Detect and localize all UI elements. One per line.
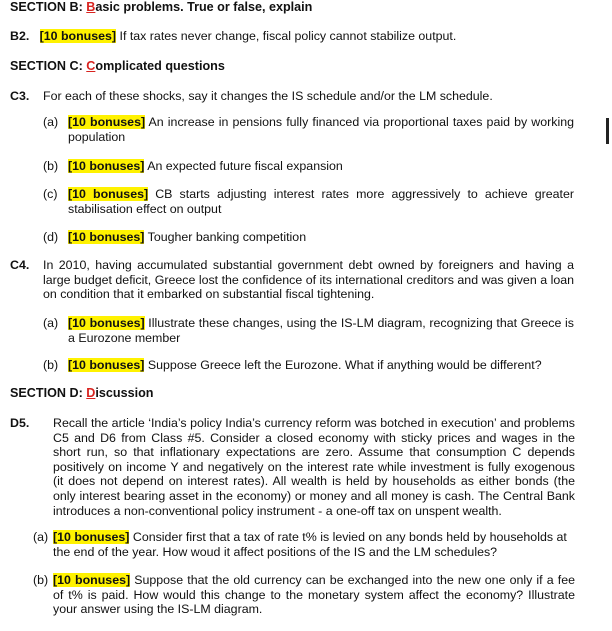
c3-item-d: [10 bonuses] Tougher banking competition [68,230,307,244]
bonus-tag: [10 bonuses] [68,316,145,330]
question-c3-text: For each of these shocks, say it changes the IS schedule and/or the LM schedule. [43,89,493,103]
bonus-tag: [10 bonuses] [68,159,145,173]
bonus-tag: [10 bonuses] [53,530,130,544]
question-d5-text: Recall the article ‘India’s policy India’s currency reform was botched in execution’ and problems C5 and D6 from Class #5. Consider a closed economy with sticky prices and wages in the short run, so that inflationary expectations are zero. Assume that consumption C depends positively on income Y and negatively on the interest rate while investment is fully exogenous (it does not depend on interest rates). All wealth is held by households as either bonds (the only interest bearing asset in the economy) or money and all money is cash. The Central Bank introduces a non-conventional policy instrument - a one-off tax on unspent wealth. [53,416,575,518]
c3-item-a-label: (a) [43,115,59,129]
bonus-tag: [10 bonuses] [39,29,117,43]
question-c4-label: C4. [10,258,30,272]
c4-item-a: [10 bonuses] Illustrate these changes, using the IS-LM diagram, recognizing that Greece is a Eurozone member [68,316,574,345]
c4-item-b-label: (b) [43,358,59,372]
d5-item-a-label: (a) [33,530,49,544]
bonus-tag: [10 bonuses] [68,187,149,201]
question-b2: B2. [10 bonuses] If tax rates never change, fiscal policy cannot stabilize output. [10,29,457,43]
bonus-tag: [10 bonuses] [68,115,146,129]
bonus-tag: [10 bonuses] [68,230,145,244]
page-edge-mark [606,118,609,144]
section-c-heading: SECTION C: Complicated questions [10,59,225,73]
c4-item-b: [10 bonuses] Suppose Greece left the Eurozone. What if anything would be different? [68,358,542,372]
bonus-tag: [10 bonuses] [68,358,145,372]
bonus-tag: [10 bonuses] [53,573,131,587]
d5-item-b-label: (b) [33,573,49,587]
question-c3-label: C3. [10,89,30,103]
c3-item-d-label: (d) [43,230,59,244]
c4-item-a-label: (a) [43,316,59,330]
c3-item-c-label: (c) [43,187,58,201]
c3-item-b-label: (b) [43,159,59,173]
question-d5-label: D5. [10,416,30,430]
d5-item-b: [10 bonuses] Suppose that the old currency can be exchanged into the new one only if a fee of t% is paid. How would this change to the monetary system affect the economy? Illustrate your answer using the IS-LM diagram. [53,573,575,617]
d5-item-a: [10 bonuses] Consider first that a tax of rate t% is levied on any bonds held by households at the end of the year. How woud it affect positions of the IS and the LM schedules? [53,530,567,559]
section-d-heading: SECTION D: Discussion [10,386,154,400]
question-c4-text: In 2010, having accumulated substantial government debt owned by foreigners and having a large budget deficit, Greece lost the confidence of its international creditors and was given a loan on condition that it embarked on substantial fiscal tightening. [43,258,574,302]
c3-item-c: [10 bonuses] CB starts adjusting interest rates more aggressively to achieve greater stabilisation effect on output [68,187,574,216]
section-b-heading: SECTION B: Basic problems. True or false, explain [10,0,313,14]
c3-item-b: [10 bonuses] An expected future fiscal expansion [68,159,343,173]
c3-item-a: [10 bonuses] An increase in pensions fully financed via proportional taxes paid by working population [68,115,574,144]
